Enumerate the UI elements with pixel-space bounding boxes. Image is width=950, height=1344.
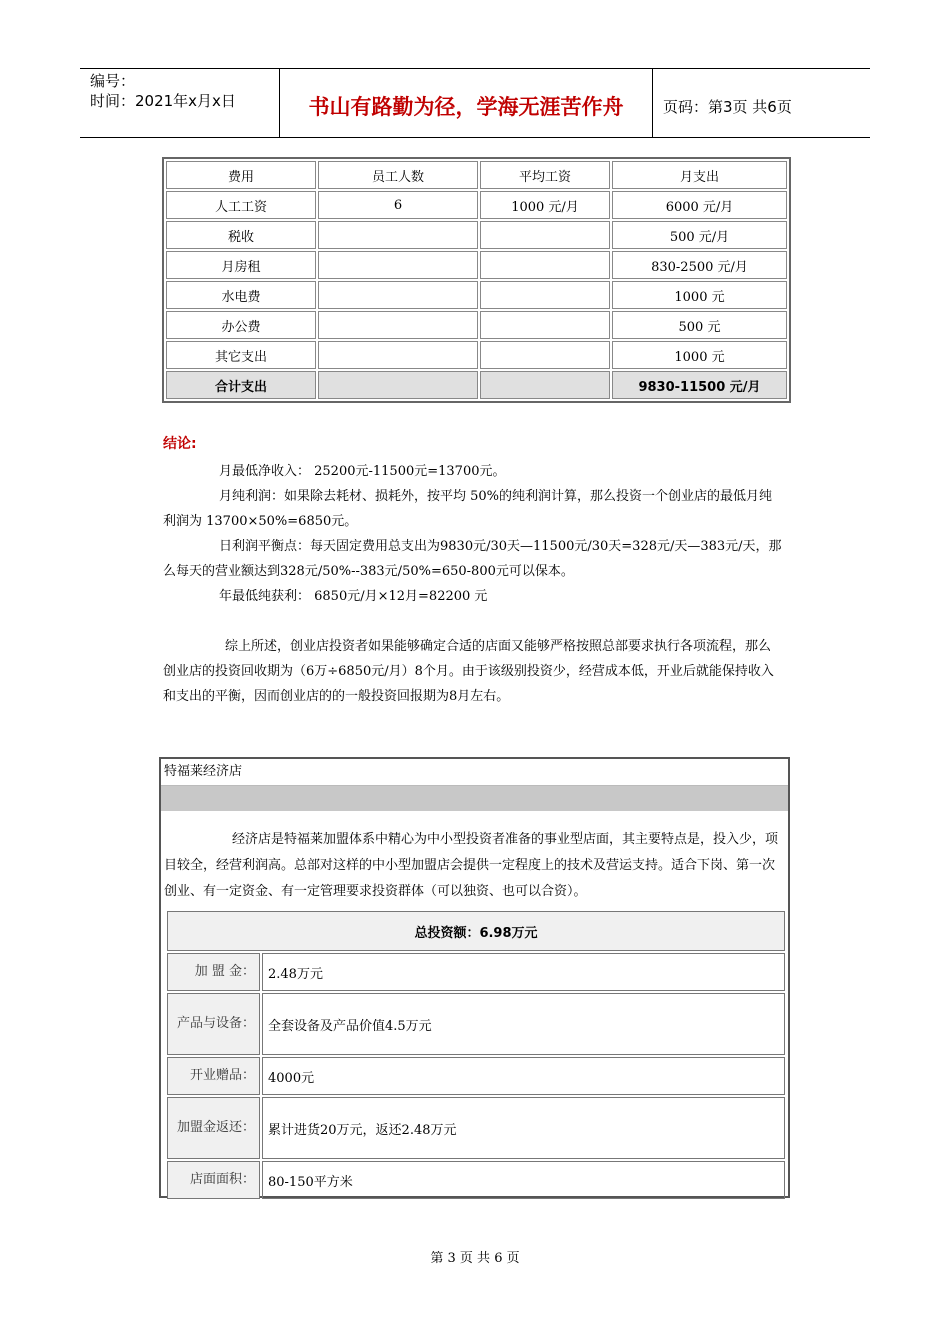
store-title: 特福莱经济店 xyxy=(161,759,788,786)
table-cell xyxy=(480,311,610,339)
table-cell xyxy=(318,221,478,249)
table-header-row xyxy=(166,161,787,189)
table-row xyxy=(166,311,787,339)
conclusion-paragraph: 年最低纯获利： 6850元/月×12月=82200 元 xyxy=(219,589,488,604)
table-cell: 1000 元 xyxy=(612,281,787,309)
table-row xyxy=(166,191,787,219)
row-value: 累计进货20万元，返还2.48万元 xyxy=(262,1097,785,1159)
expense-table xyxy=(162,157,791,403)
table-cell: 月房租 xyxy=(166,251,316,279)
header-page-label: 页码：第3页 共6页 xyxy=(663,97,792,116)
column-header: 费用 xyxy=(166,161,316,189)
section-divider-bar xyxy=(161,786,788,811)
table-cell: 500 元 xyxy=(612,311,787,339)
summary-paragraph: 综上所述，创业店投资者如果能够确定合适的店面又能够严格按照总部要求执行各项流程，那么创业店的投资回收期为（6万÷6850元/月）8个月。由于该级别投资少，经营成本低，开业后就能保持收入和支出的平衡，因而创业店的的一般投资回报期为8月左右。 xyxy=(163,639,774,704)
table-cell xyxy=(480,281,610,309)
conclusion-paragraph: 日利润平衡点：每天固定费用总支出为9830元/30天—11500元/30天=328元/天—383元/天，那么每天的营业额达到328元/50%--383元/50%=650-800元可以保本。 xyxy=(163,539,782,579)
page-header xyxy=(80,68,870,138)
total-investment: 总投资额：6.98万元 xyxy=(167,911,785,951)
row-value: 2.48万元 xyxy=(262,953,785,991)
row-label: 开业赠品： xyxy=(167,1057,260,1095)
table-cell xyxy=(318,251,478,279)
conclusion-paragraph: 月最低净收入： 25200元-11500元=13700元。 xyxy=(219,464,506,479)
table-total-row xyxy=(166,371,787,399)
table-cell xyxy=(480,371,610,399)
table-cell: 6000 元/月 xyxy=(612,191,787,219)
store-description: 经济店是特福莱加盟体系中精心为中小型投资者准备的事业型店面，其主要特点是，投入少，项目较全，经营利润高。总部对这样的中小型加盟店会提供一定程度上的技术及营运支持。适合下岗、第一次创业、有一定资金、有一定管理要求投资群体（可以独资、也可以合资）。 xyxy=(164,832,779,899)
table-row xyxy=(167,1057,785,1095)
table-row xyxy=(166,341,787,369)
code-label: 编号： xyxy=(90,72,136,90)
column-header: 月支出 xyxy=(612,161,787,189)
table-cell: 水电费 xyxy=(166,281,316,309)
row-label: 店面面积： xyxy=(167,1161,260,1199)
table-row xyxy=(167,1097,785,1159)
column-header: 平均工资 xyxy=(480,161,610,189)
table-cell: 人工工资 xyxy=(166,191,316,219)
row-label: 加 盟 金： xyxy=(167,953,260,991)
table-cell: 1000 元/月 xyxy=(480,191,610,219)
table-cell: 500 元/月 xyxy=(612,221,787,249)
table-row xyxy=(167,953,785,991)
table-cell: 830-2500 元/月 xyxy=(612,251,787,279)
row-label: 产品与设备： xyxy=(167,993,260,1055)
header-meta xyxy=(80,69,280,137)
table-row xyxy=(166,281,787,309)
table-row xyxy=(166,251,787,279)
table-cell: 税收 xyxy=(166,221,316,249)
table-row xyxy=(166,221,787,249)
conclusion-title: 结论: xyxy=(163,436,197,452)
table-row xyxy=(167,1161,785,1199)
header-motto: 书山有路勤为径，学海无涯苦作舟 xyxy=(280,69,653,137)
store-section xyxy=(159,757,790,1198)
table-cell xyxy=(318,371,478,399)
investment-table xyxy=(165,909,787,1201)
table-cell: 其它支出 xyxy=(166,341,316,369)
table-cell: 9830-11500 元/月 xyxy=(612,371,787,399)
row-value: 全套设备及产品价值4.5万元 xyxy=(262,993,785,1055)
table-cell xyxy=(480,221,610,249)
column-header: 员工人数 xyxy=(318,161,478,189)
table-header-row xyxy=(167,911,785,951)
table-cell: 办公费 xyxy=(166,311,316,339)
table-cell: 6 xyxy=(318,191,478,219)
table-cell xyxy=(480,341,610,369)
table-cell: 1000 元 xyxy=(612,341,787,369)
table-row xyxy=(167,993,785,1055)
time-label: 时间：2021年x月x日 xyxy=(90,92,236,110)
row-value: 4000元 xyxy=(262,1057,785,1095)
table-cell xyxy=(318,311,478,339)
table-cell xyxy=(480,251,610,279)
row-value: 80-150平方米 xyxy=(262,1161,785,1199)
conclusion-paragraph: 月纯利润：如果除去耗材、损耗外，按平均 50%的纯利润计算，那么投资一个创业店的最低月纯利润为 13700×50%=6850元。 xyxy=(163,489,773,529)
table-cell xyxy=(318,341,478,369)
page-footer: 第 3 页 共 6 页 xyxy=(430,1251,520,1266)
table-cell: 合计支出 xyxy=(166,371,316,399)
row-label: 加盟金返还： xyxy=(167,1097,260,1159)
table-cell xyxy=(318,281,478,309)
